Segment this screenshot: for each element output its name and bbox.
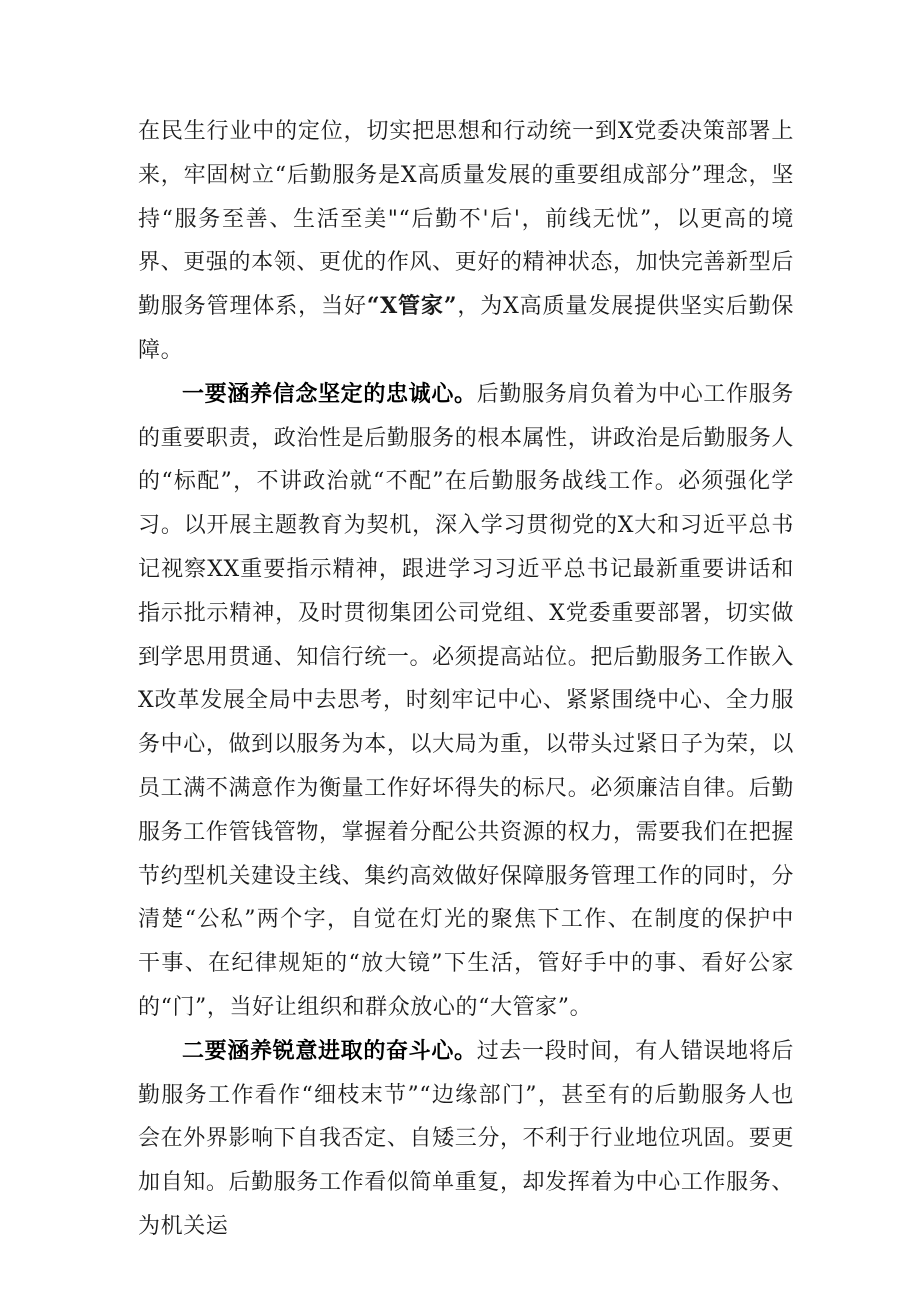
paragraph-striving-heading: 二要涵养锐意进取的奋斗心。 xyxy=(182,1037,477,1064)
paragraph-intro-highlight: “X管家” xyxy=(366,293,458,320)
paragraph-striving xyxy=(138,1030,794,1249)
paragraph-loyalty xyxy=(138,373,794,1030)
paragraph-intro-text-b: ，为X高质量发展提供坚实后勤保障。 xyxy=(138,294,794,363)
paragraph-loyalty-text: 后勤服务肩负着为中心工作服务的重要职责，政治性是后勤服务的根本属性，讲政治是后勤服务人的“标配”，不讲政治就“不配”在后勤服务战线工作。必须强化学习。以开展主题教育为契机，深入学习贯彻党的X大和习近平总书记视察XX重要指示精神，跟进学习习近平总书记最新重要讲话和指示批示精神，及时贯彻集团公司党组、X党委重要部署，切实做到学思用贯通、知信行统一。必须提高站位。把后勤服务工作嵌入X改革发展全局中去思考，时刻牢记中心、紧紧围绕中心、全力服务中心，做到以服务为本，以大局为重，以带头过紧日子为荣，以员工满不满意作为衡量工作好坏得失的标尺。必须廉洁自律。后勤服务工作管钱管物，掌握着分配公共资源的权力，需要我们在把握节约型机关建设主线、集约高效做好保障服务管理工作的同时，分清楚“公私”两个字，自觉在灯光的聚焦下工作、在制度的保护中干事、在纪律规矩的“放大镜”下生活，管好手中的事、看好公家的“门”，当好让组织和群众放心的“大管家”。 xyxy=(138,381,794,1020)
paragraph-intro-text-a: 在民生行业中的定位，切实把思想和行动统一到X党委决策部署上来，牢固树立“后勤服务是X高质量发展的重要组成部分”理念，坚持“服务至善、生活至美"“后勤不'后'，前线无忧”，以更高的境界、更强的本领、更优的作风、更好的精神状态，加快完善新型后勤服务管理体系，当好 xyxy=(138,119,794,320)
paragraph-loyalty-heading: 一要涵养信念坚定的忠诚心。 xyxy=(182,380,477,407)
paragraph-intro xyxy=(138,110,794,373)
paragraph-striving-text: 过去一段时间，有人错误地将后勤服务工作看作“细枝末节”“边缘部门”，甚至有的后勤服务人也会在外界影响下自我否定、自矮三分，不利于行业地位巩固。要更加自知。后勤服务工作看似简单重复，却发挥着为中心工作服务、为机关运 xyxy=(138,1038,794,1239)
document-body xyxy=(138,110,794,1249)
